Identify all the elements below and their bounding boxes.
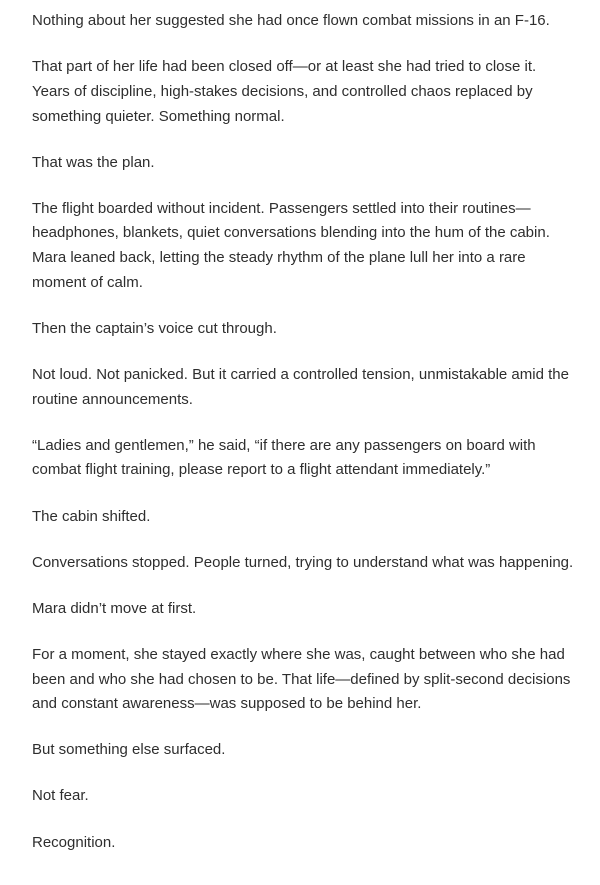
paragraph: For a moment, she stayed exactly where she was, caught between who she had been and who she had chosen to be. That life—defined by split-second decisions and constant awareness—was supposed to be behind her. [32,645,571,713]
paragraph: That part of her life had been closed off—or at least she had tried to close it. Years of discipline, high-stakes decisions, and controlled chaos replaced by something quieter. Something normal. [32,58,537,125]
paragraph: Not loud. Not panicked. But it carried a controlled tension, unmistakable amid the routine announcements. [32,365,569,408]
paragraph: Then the captain’s voice cut through. [32,319,277,337]
paragraph: “Ladies and gentlemen,” he said, “if there are any passengers on board with combat flight training, please report to a flight attendant immediately.” [32,436,536,479]
paragraph: Not fear. [32,787,89,805]
paragraph: The flight boarded without incident. Passengers settled into their routines—headphones, blankets, quiet conversations blending into the hum of the cabin. Mara leaned back, letting the steady rhythm of the plane lull her into a rare moment of calm. [32,199,550,291]
paragraph: Nothing about her suggested she had once flown combat missions in an F-16. [32,12,550,29]
paragraph: But something else surfaced. [32,741,226,759]
paragraph: Mara didn’t move at first. [32,599,197,617]
paragraph: Conversations stopped. People turned, trying to understand what was happening. [32,553,574,571]
paragraph: That was the plan. [32,153,155,171]
paragraph: Recognition. [32,833,116,851]
article-body [32,9,577,855]
paragraph: The cabin shifted. [32,507,151,525]
